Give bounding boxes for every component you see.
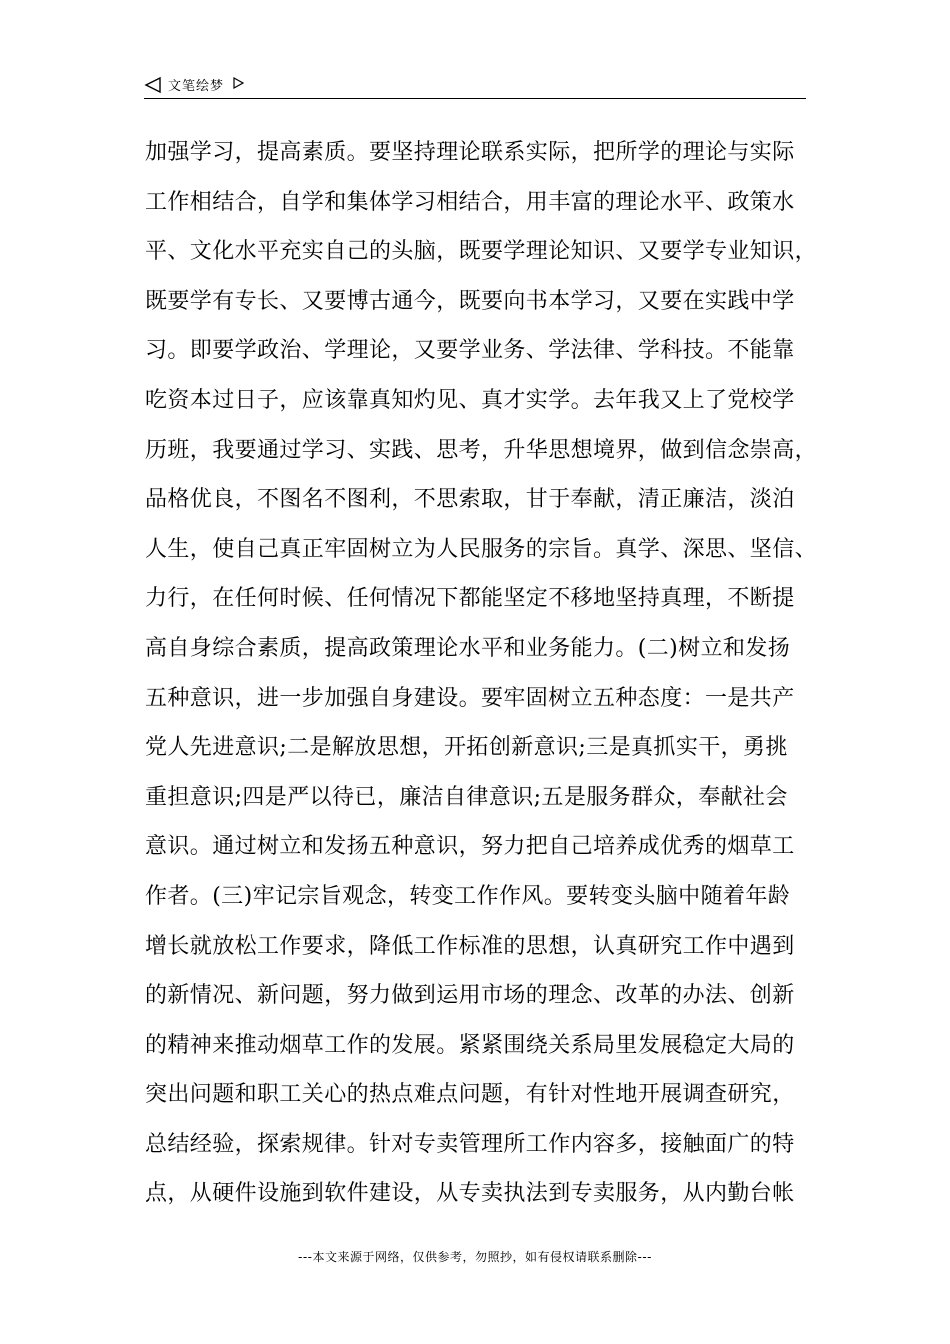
text-line: 突出问题和职工关心的热点难点问题，有针对性地开展调查研究， [145,1082,795,1108]
text-line: 力行，在任何时候、任何情况下都能坚定不移地坚持真理，不断提 [145,586,795,612]
document-body [145,128,825,1219]
text-line: 加强学习，提高素质。要坚持理论联系实际，把所学的理论与实际 [145,140,795,165]
text-line: 历班，我要通过学习、实践、思考，升华思想境界，做到信念崇高， [145,437,818,463]
text-line: 点，从硬件设施到软件建设，从专卖执法到专卖服务，从内勤台帐 [145,1181,795,1207]
triangle-right-icon [232,77,244,89]
footer-notice: ---本文来源于网络，仅供参考，勿照抄，如有侵权请联系删除--- [298,1250,652,1264]
text-line: 工作相结合，自学和集体学习相结合，用丰富的理论水平、政策水 [145,189,795,215]
text-line: 平、文化水平充实自己的头脑，既要学理论知识、又要学专业知识， [145,239,818,265]
text-line: 总结经验，探索规律。针对专卖管理所工作内容多，接触面广的特 [145,1131,795,1157]
brand-title: 文笔绘梦 [168,79,225,94]
text-line: 作者。(三)牢记宗旨观念，转变工作作风。要转变头脑中随着年龄 [145,883,791,909]
text-line: 增长就放松工作要求，降低工作标准的思想，认真研究工作中遇到 [145,933,795,959]
text-line: 的精神来推动烟草工作的发展。紧紧围绕关系局里发展稳定大局的 [145,1032,795,1058]
text-line: 人生，使自己真正牢固树立为人民服务的宗旨。真学、深思、坚信、 [145,536,818,562]
text-line: 习。即要学政治、学理论，又要学业务、学法律、学科技。不能靠 [145,338,795,364]
page-header [144,72,806,99]
text-line: 党人先进意识;二是解放思想，开拓创新意识;三是真抓实干，勇挑 [145,735,788,761]
text-line: 品格优良，不图名不图利，不思索取，甘于奉献，清正廉洁，淡泊 [145,487,795,513]
text-line: 既要学有专长、又要博古通今，既要向书本学习，又要在实践中学 [145,288,795,314]
text-line: 重担意识;四是严以待已，廉洁自律意识;五是服务群众，奉献社会 [145,784,788,810]
text-line: 意识。通过树立和发扬五种意识，努力把自己培养成优秀的烟草工 [145,834,795,860]
text-line: 五种意识，进一步加强自身建设。要牢固树立五种态度：一是共产 [145,685,795,711]
text-line: 高自身综合素质，提高政策理论水平和业务能力。(二)树立和发扬 [145,635,791,661]
text-line: 的新情况、新问题，努力做到运用市场的理念、改革的办法、创新 [145,983,795,1009]
triangle-left-icon [144,76,162,94]
text-line: 吃资本过日子，应该靠真知灼见、真才实学。去年我又上了党校学 [145,387,795,413]
